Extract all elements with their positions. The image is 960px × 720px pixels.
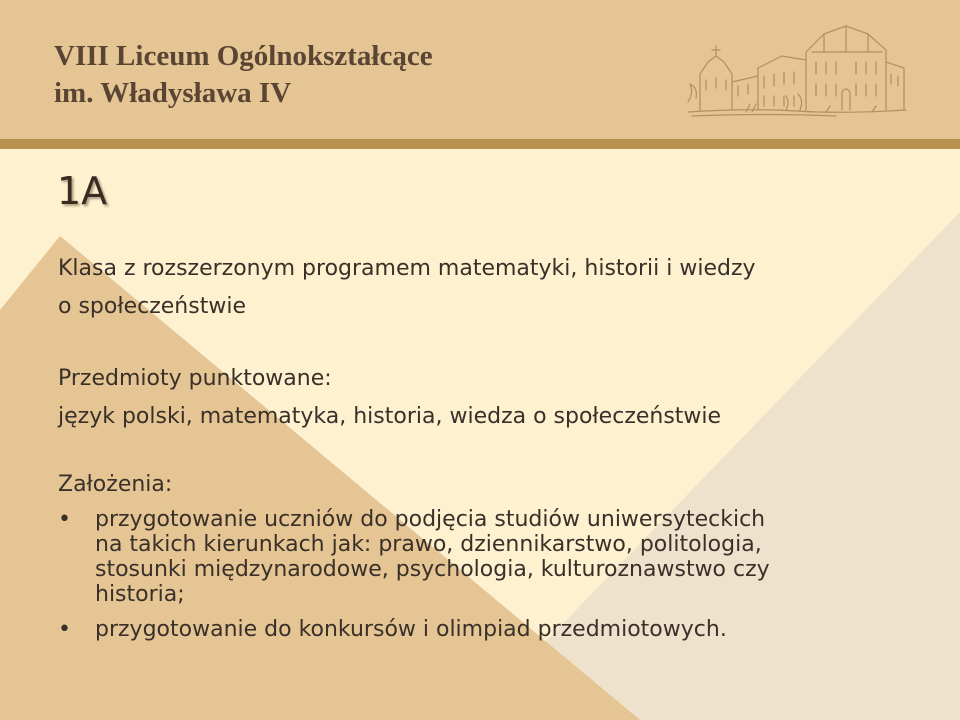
school-name-line-1: VIII Liceum Ogólnokształcące bbox=[54, 40, 433, 72]
school-building-sketch-icon bbox=[686, 12, 908, 118]
list-item-line: stosunki międzynarodowe, psychologia, kulturoznawstwo czy bbox=[95, 557, 770, 582]
header-divider bbox=[0, 139, 960, 149]
assumptions-heading: Założenia: bbox=[58, 472, 173, 497]
description-line-2: o społeczeństwie bbox=[58, 294, 246, 319]
spacer bbox=[58, 326, 908, 360]
description-line-1: Klasa z rozszerzonym programem matematyki, historii i wiedzy bbox=[58, 256, 756, 281]
subjects-heading: Przedmioty punktowane: bbox=[58, 366, 332, 391]
school-name bbox=[54, 38, 433, 112]
subjects-list: język polski, matematyka, historia, wiedza o społeczeństwie bbox=[58, 404, 722, 429]
assumptions-list bbox=[58, 507, 908, 642]
list-item-line: przygotowanie do konkursów i olimpiad przedmiotowych. bbox=[95, 617, 727, 642]
list-item bbox=[58, 617, 908, 642]
list-item-line: na takich kierunkach jak: prawo, dziennikarstwo, politologia, bbox=[95, 532, 762, 557]
list-item-line: historia; bbox=[95, 582, 185, 607]
spacer bbox=[58, 436, 908, 466]
class-title: 1A bbox=[57, 169, 108, 213]
list-item bbox=[58, 507, 908, 607]
school-name-line-2: im. Władysława IV bbox=[54, 77, 292, 109]
slide-content bbox=[58, 250, 908, 652]
list-item-line: przygotowanie uczniów do podjęcia studiów uniwersyteckich bbox=[95, 507, 766, 532]
bullet-marker: • bbox=[58, 617, 71, 642]
bullet-marker: • bbox=[58, 507, 71, 532]
